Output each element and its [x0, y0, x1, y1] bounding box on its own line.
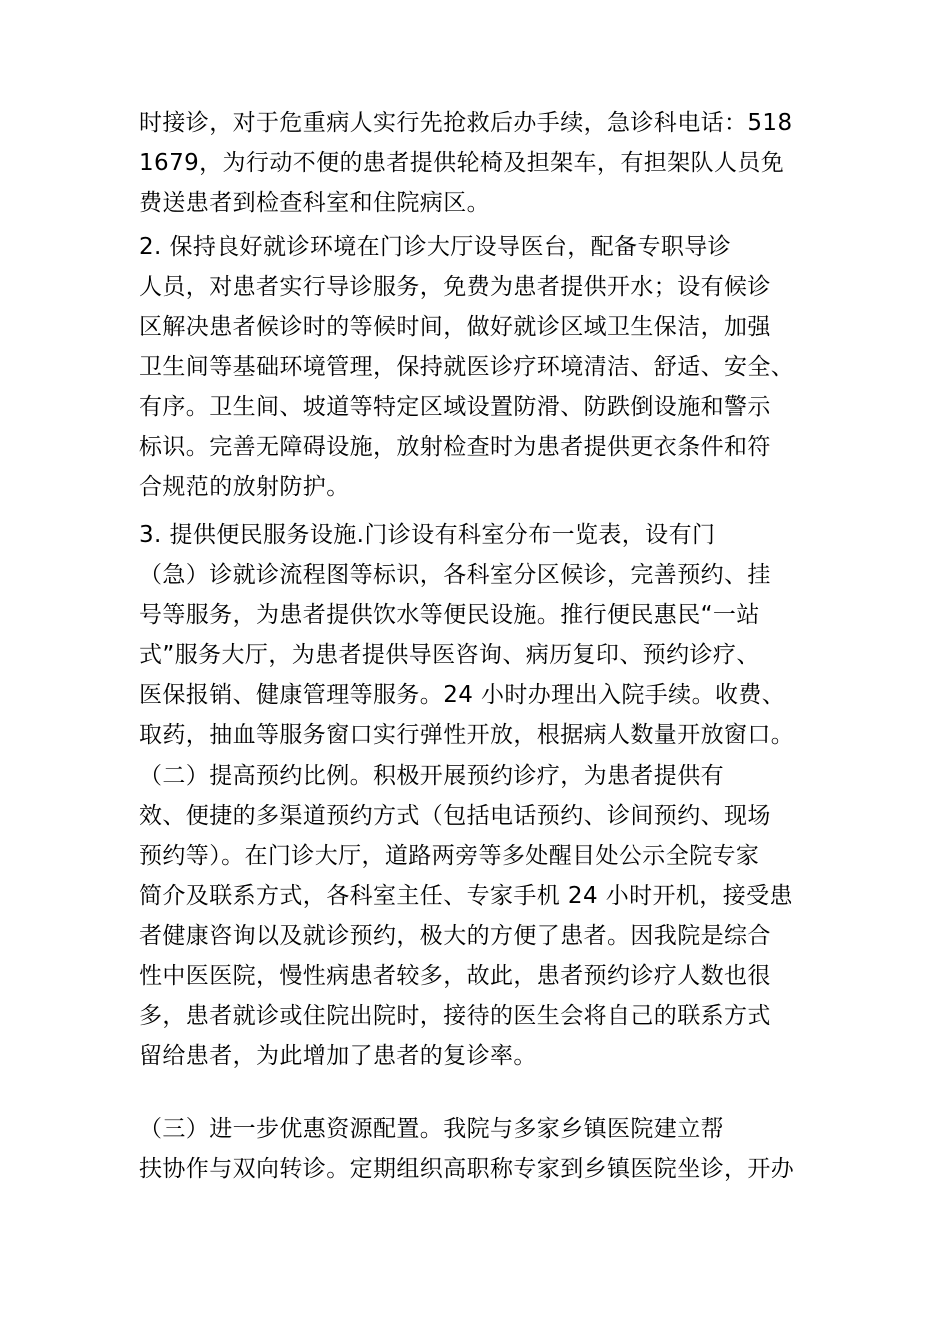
paragraph-appointment-ratio — [139, 756, 839, 1076]
text-line: 1679，为行动不便的患者提供轮椅及担架车，有担架队人员免 — [139, 150, 785, 176]
text-line: 效、便捷的多渠道预约方式（包括电话预约、诊间预约、现场 — [139, 803, 771, 829]
text-line: 留给患者，为此增加了患者的复诊率。 — [139, 1043, 537, 1069]
text-line: 式”服务大厅，为患者提供导医咨询、病历复印、预约诊疗、 — [139, 642, 760, 668]
text-line: 性中医医院，慢性病患者较多，故此，患者预约诊疗人数也很 — [139, 963, 771, 989]
text-line: 时接诊，对于危重病人实行先抢救后办手续，急诊科电话：518 — [139, 110, 793, 136]
paragraph-resource-allocation — [139, 1109, 839, 1189]
text-line: 2. 保持良好就诊环境在门诊大厅设导医台，配备专职导诊 — [139, 234, 732, 260]
text-line: （二）提高预约比例。积极开展预约诊疗，为患者提供有 — [139, 763, 724, 789]
text-line: 有序。卫生间、坡道等特定区域设置防滑、防跌倒设施和警示 — [139, 394, 771, 420]
text-line: 预约等）。在门诊大厅，道路两旁等多处醒目处公示全院专家 — [139, 843, 760, 869]
text-line: （三）进一步优惠资源配置。我院与多家乡镇医院建立帮 — [139, 1116, 724, 1142]
text-line: 者健康咨询以及就诊预约，极大的方便了患者。因我院是综合 — [139, 923, 771, 949]
text-line: 区解决患者候诊时的等候时间，做好就诊区域卫生保洁，加强 — [139, 314, 771, 340]
paragraph-environment — [139, 227, 839, 507]
text-line: 费送患者到检查科室和住院病区。 — [139, 190, 490, 216]
text-line: 合规范的放射防护。 — [139, 474, 350, 500]
text-line: 号等服务，为患者提供饮水等便民设施。推行便民惠民“一站 — [139, 602, 760, 628]
text-line: 取药，抽血等服务窗口实行弹性开放，根据病人数量开放窗口。 — [139, 722, 795, 748]
text-line: 扶协作与双向转诊。定期组织高职称专家到乡镇医院坐诊，开办 — [139, 1156, 795, 1182]
text-line: 简介及联系方式，各科室主任、专家手机 24 小时开机，接受患 — [139, 883, 793, 909]
text-line: 多，患者就诊或住院出院时，接待的医生会将自己的联系方式 — [139, 1003, 771, 1029]
text-line: 标识。完善无障碍设施，放射检查时为患者提供更衣条件和符 — [139, 434, 771, 460]
text-line: 卫生间等基础环境管理，保持就医诊疗环境清洁、舒适、安全、 — [139, 354, 795, 380]
text-line: 人员，对患者实行导诊服务，免费为患者提供开水；设有候诊 — [139, 274, 771, 300]
text-line: 3. 提供便民服务设施.门诊设有科室分布一览表，设有门 — [139, 522, 716, 548]
paragraph-convenience-facilities — [139, 515, 839, 755]
text-line: （急）诊就诊流程图等标识，各科室分区候诊，完善预约、挂 — [139, 562, 771, 588]
text-line: 医保报销、健康管理等服务。24 小时办理出入院手续。收费、 — [139, 682, 786, 708]
paragraph-emergency-continued — [139, 103, 839, 223]
